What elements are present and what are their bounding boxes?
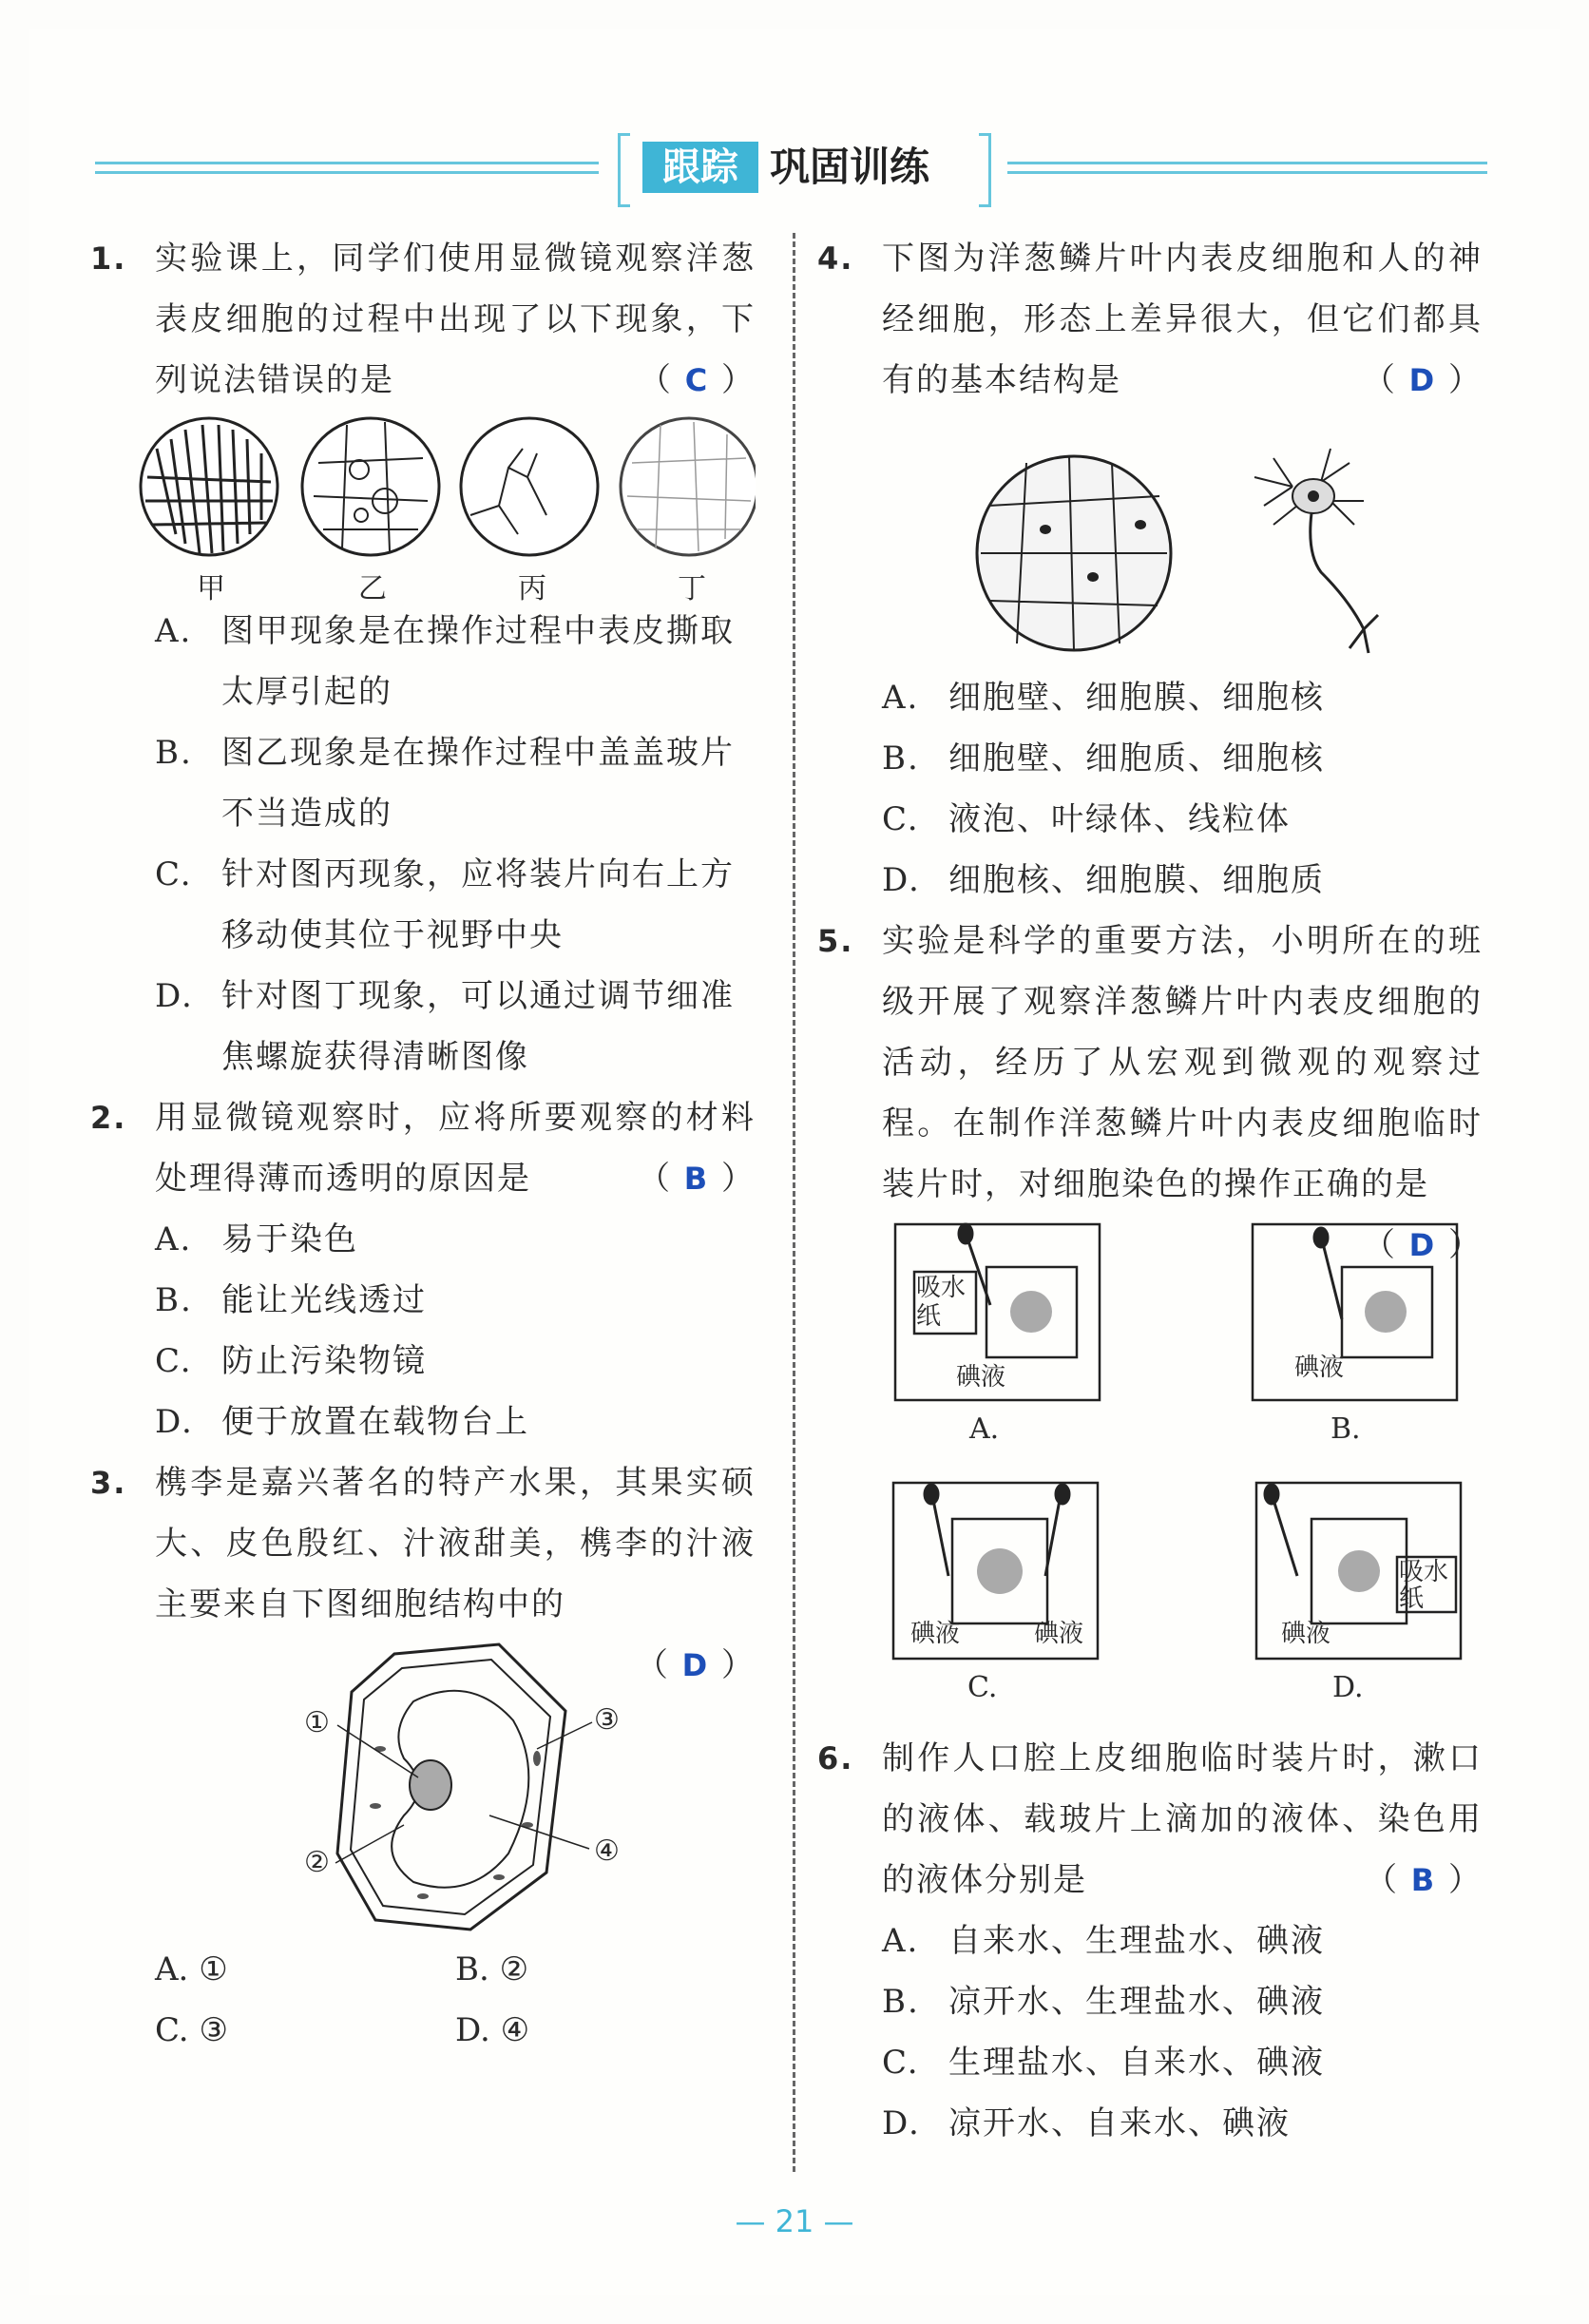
- q2-option-d[interactable]: D. 便于放置在载物台上: [155, 1403, 529, 1441]
- answer: D: [681, 1647, 710, 1683]
- column-divider: [793, 233, 795, 2172]
- question-number: 1.: [90, 240, 127, 277]
- q6-option-a[interactable]: A. 自来水、生理盐水、碘液: [882, 1922, 1325, 1960]
- question-number: 5.: [817, 923, 854, 959]
- question-1: 1. 实验课上，同学们使用显微镜观察洋葱表皮细胞的过程中出现了以下现象，下列说法错误的是 （ C ）: [90, 228, 756, 411]
- page-number: — 21 —: [735, 2203, 854, 2239]
- question-text: 实验课上，同学们使用显微镜观察洋葱表皮细胞的过程中出现了以下现象，下列说法错误的是: [155, 240, 756, 399]
- iodine-label-a: 碘液: [956, 1363, 1006, 1392]
- iodine-label-d: 碘液: [1281, 1620, 1331, 1648]
- fig-label-ding: 丁: [678, 572, 706, 605]
- plant-cell-figure: [90, 1635, 756, 1939]
- right-column: [817, 228, 1483, 2154]
- q3-option-a[interactable]: A. ①: [155, 1950, 228, 1988]
- q1-figure: [90, 411, 756, 605]
- q3-option-b[interactable]: B. ②: [455, 1950, 529, 1988]
- neuron: [1254, 449, 1378, 653]
- q2-option-a[interactable]: A. 易于染色: [155, 1220, 358, 1258]
- q3-option-d[interactable]: D. ④: [455, 2011, 530, 2049]
- q4-option-c[interactable]: C. 液泡、叶绿体、线粒体: [882, 800, 1291, 838]
- q5-choice-b[interactable]: B.: [1331, 1412, 1361, 1446]
- fig-label-yi: 乙: [358, 572, 387, 605]
- answer: B: [683, 1161, 710, 1197]
- q6-option-b[interactable]: B. 凉开水、生理盐水、碘液: [882, 1983, 1325, 2021]
- answer: B: [1410, 1862, 1437, 1898]
- left-column: [90, 228, 756, 2061]
- header-badge: 跟踪: [642, 142, 758, 193]
- q4-option-a[interactable]: A. 细胞壁、细胞膜、细胞核: [882, 679, 1325, 717]
- iodine-label-b: 碘液: [1294, 1354, 1345, 1382]
- answer: D: [1408, 1227, 1437, 1263]
- q3-options-row-1: [90, 1939, 756, 2000]
- question-number: 3.: [90, 1465, 127, 1501]
- label-1: ①: [304, 1706, 330, 1739]
- field-jia: [141, 418, 278, 555]
- label-3: ③: [594, 1703, 620, 1737]
- q2-option-b[interactable]: B. 能让光线透过: [155, 1281, 427, 1319]
- q2-option-c[interactable]: C. 防止污染物镜: [155, 1342, 427, 1380]
- q6-option-c[interactable]: C. 生理盐水、自来水、碘液: [882, 2044, 1325, 2082]
- label-4: ④: [594, 1834, 620, 1868]
- fig-label-jia: 甲: [197, 572, 225, 605]
- q3-option-c[interactable]: C. ③: [155, 2011, 228, 2049]
- label-2: ②: [304, 1846, 330, 1879]
- q6-option-d[interactable]: D. 凉开水、自来水、碘液: [882, 2104, 1291, 2142]
- q4-option-d[interactable]: D. 细胞核、细胞膜、细胞质: [882, 861, 1325, 899]
- q1-option-a[interactable]: A. 图甲现象是在操作过程中表皮撕取太厚引起的: [155, 612, 735, 711]
- question-text: 实验是科学的重要方法，小明所在的班级开展了观察洋葱鳞片叶内表皮细胞的活动，经历了从宏观到微观的观察过程。在制作洋葱鳞片叶内表皮细胞临时装片时，对细胞染色的操作正确的是: [882, 922, 1483, 1203]
- q3-options-row-2: [90, 2000, 756, 2061]
- q1-option-b[interactable]: B. 图乙现象是在操作过程中盖盖玻片不当造成的: [155, 734, 735, 833]
- q5-choice-c[interactable]: C.: [967, 1671, 998, 1704]
- section-header: [0, 133, 1589, 209]
- q5-choice-a[interactable]: A.: [969, 1412, 1000, 1446]
- iodine-label-c1: 碘液: [910, 1620, 961, 1648]
- question-2: 2. 用显微镜观察时，应将所要观察的材料处理得薄而透明的原因是 （ B ）: [90, 1087, 756, 1209]
- question-text: 槜李是嘉兴著名的特产水果，其果实硕大、皮色殷红、汁液甜美，槜李的汁液主要来自下图细胞结构中的: [155, 1464, 756, 1623]
- question-6: 6. 制作人口腔上皮细胞临时装片时，漱口的液体、载玻片上滴加的液体、染色用的液体分别是 （ B ）: [817, 1728, 1483, 1911]
- onion-cell-field: [977, 456, 1171, 650]
- paper-label-a: 吸水纸: [916, 1274, 967, 1331]
- question-4: 4. 下图为洋葱鳞片叶内表皮细胞和人的神经细胞，形态上差异很大，但它们都具有的基本结构是 （ D ）: [817, 228, 1483, 411]
- fig-label-bing: 丙: [518, 572, 546, 605]
- question-number: 6.: [817, 1740, 854, 1777]
- q1-option-d[interactable]: D. 针对图丁现象，可以通过调节细准焦螺旋获得清晰图像: [155, 977, 735, 1076]
- answer: C: [684, 362, 710, 398]
- question-text: 制作人口腔上皮细胞临时装片时，漱口的液体、载玻片上滴加的液体、染色用的液体分别是: [882, 1739, 1483, 1899]
- paper-label-d: 吸水纸: [1399, 1558, 1449, 1613]
- field-ding: [621, 418, 756, 555]
- question-text: 下图为洋葱鳞片叶内表皮细胞和人的神经细胞，形态上差异很大，但它们都具有的基本结构是: [882, 240, 1483, 399]
- field-yi: [302, 418, 439, 555]
- answer: D: [1408, 362, 1437, 398]
- field-bing: [461, 418, 598, 555]
- header-title: 巩固训练: [770, 144, 930, 190]
- q1-option-c[interactable]: C. 针对图丙现象，应将装片向右上方移动使其位于视野中央: [155, 855, 735, 954]
- q4-option-b[interactable]: B. 细胞壁、细胞质、细胞核: [882, 739, 1325, 778]
- q4-figure: [817, 411, 1483, 667]
- iodine-label-c2: 碘液: [1034, 1620, 1084, 1648]
- question-number: 4.: [817, 240, 854, 277]
- question-3: 3. 槜李是嘉兴著名的特产水果，其果实硕大、皮色殷红、汁液甜美，槜李的汁液主要来自下图细胞结构中的 （ D ）: [90, 1452, 756, 1635]
- question-5: 5. 实验是科学的重要方法，小明所在的班级开展了观察洋葱鳞片叶内表皮细胞的活动，经历了从宏观到微观的观察过程。在制作洋葱鳞片叶内表皮细胞临时装片时，对细胞染色的操作正确的是 （ D ）: [817, 911, 1483, 1215]
- q5-figure: [817, 1215, 1483, 1728]
- question-number: 2.: [90, 1100, 127, 1136]
- question-text: 用显微镜观察时，应将所要观察的材料处理得薄而透明的原因是: [155, 1099, 756, 1198]
- q5-choice-d[interactable]: D.: [1332, 1671, 1364, 1704]
